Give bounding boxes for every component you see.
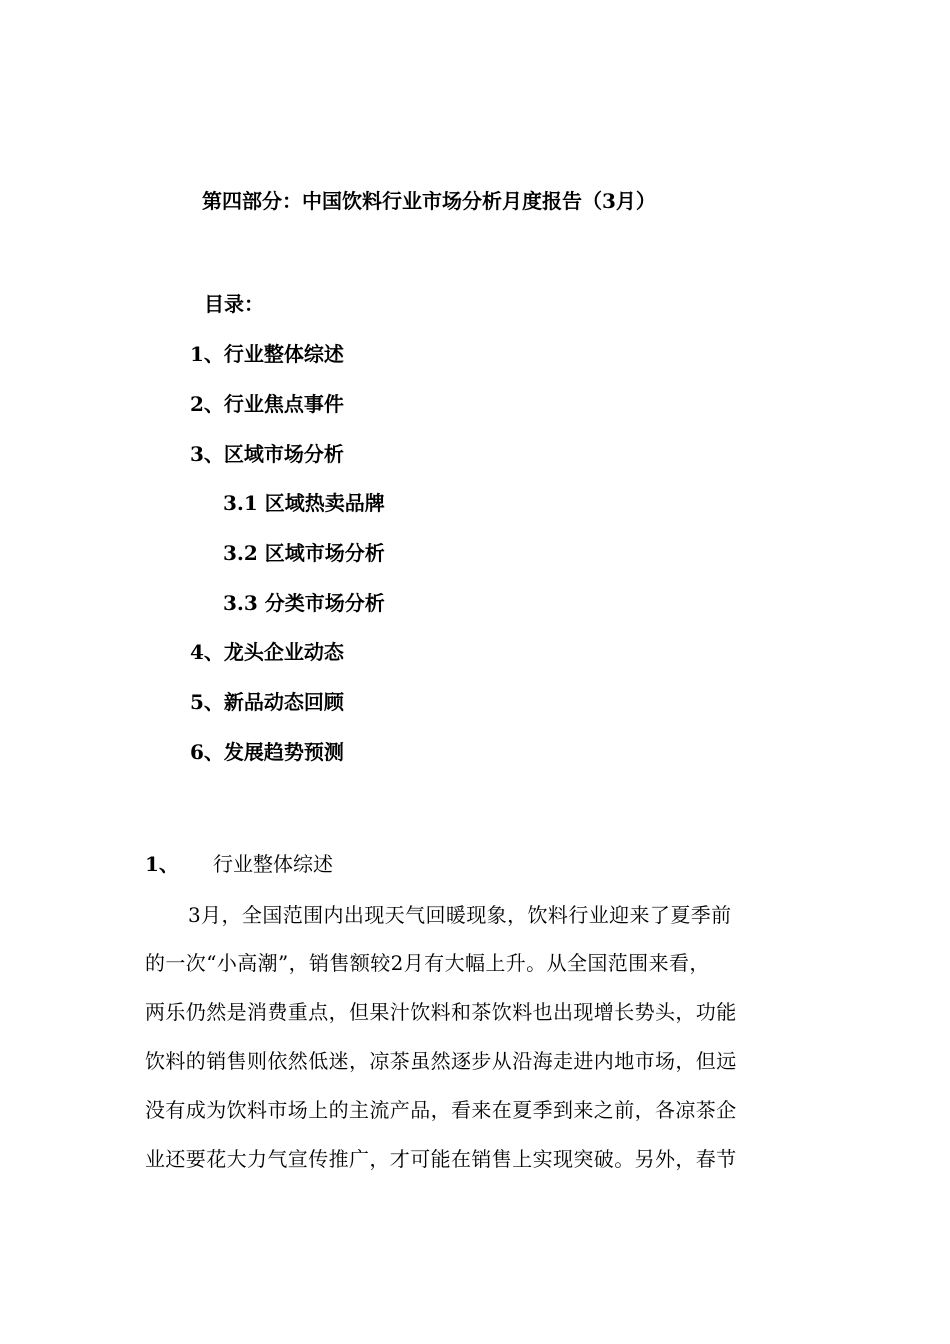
paragraph-line: 业还要花大力气宣传推广，才可能在销售上实现突破。另外，春节 [145,1147,737,1171]
toc-subitem: 3.2 区域市场分析 [223,541,385,565]
toc-heading: 目录： [204,292,264,316]
toc-item: 3、区域市场分析 [190,442,344,466]
toc-subitem: 3.1 区域热卖品牌 [223,491,385,515]
toc-item: 6、发展趋势预测 [190,740,344,764]
section-heading [145,848,333,877]
toc-item: 4、龙头企业动态 [190,640,344,664]
paragraph-line: 没有成为饮料市场上的主流产品，看来在夏季到来之前，各凉茶企 [145,1098,737,1122]
section-title: 行业整体综述 [213,852,333,876]
toc-item: 2、行业焦点事件 [190,392,344,416]
toc-subitem: 3.3 分类市场分析 [223,591,385,615]
toc-item: 1、行业整体综述 [190,342,344,366]
document-title: 第四部分：中国饮料行业市场分析月度报告（3月） [202,189,656,213]
paragraph-line: 饮料的销售则依然低迷，凉茶虽然逐步从沿海走进内地市场，但远 [145,1049,737,1073]
paragraph-line: 的一次“小高潮”，销售额较2月有大幅上升。从全国范围来看， [145,951,710,975]
paragraph-line: 两乐仍然是消费重点，但果汁饮料和茶饮料也出现增长势头，功能 [145,1000,737,1024]
section-number: 1、 [145,852,179,876]
paragraph-line: 3月，全国范围内出现天气回暖现象，饮料行业迎来了夏季前 [188,903,732,927]
toc-item: 5、新品动态回顾 [190,690,344,714]
